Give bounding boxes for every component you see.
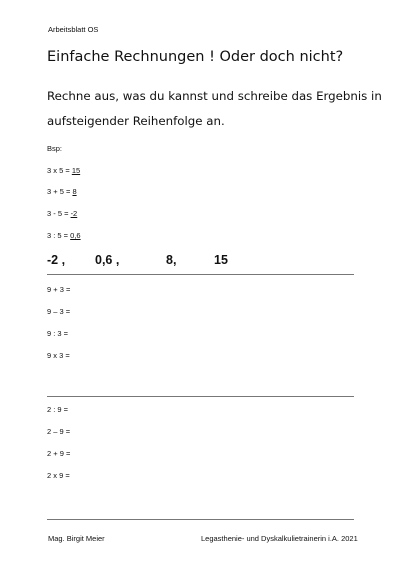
exercise-set1-item: 9 + 3 =	[47, 285, 71, 294]
example-answer: 0,6	[70, 231, 81, 240]
example-item	[47, 231, 81, 240]
divider	[47, 396, 354, 397]
footer-credentials: Legasthenie- und Dyskalkulietrainerin i.A. 2021	[201, 534, 358, 543]
example-answer: 8	[72, 187, 77, 196]
exercise-set1-item: 9 : 3 =	[47, 329, 69, 338]
example-item	[47, 187, 77, 196]
example-item	[47, 166, 80, 175]
instruction-line-1: Rechne aus, was du kannst und schreibe das Ergebnis in	[47, 89, 382, 103]
sorted-result-4: 15	[214, 253, 228, 267]
worksheet-header: Arbeitsblatt OS	[48, 25, 99, 34]
exercise-set2-item: 2 – 9 =	[47, 427, 71, 436]
sorted-result-2: 0,6 ,	[95, 253, 120, 267]
exercise-set2-item: 2 + 9 =	[47, 449, 71, 458]
example-item	[47, 209, 77, 218]
divider	[47, 274, 354, 275]
example-expression: 3 + 5 =	[47, 187, 73, 196]
sorted-result-1: -2 ,	[47, 253, 66, 267]
exercise-set2-item: 2 : 9 =	[47, 405, 69, 414]
example-expression: 3 x 5 =	[47, 166, 72, 175]
exercise-set1-item: 9 – 3 =	[47, 307, 71, 316]
example-answer: 15	[71, 166, 81, 175]
exercise-set1-item: 9 x 3 =	[47, 351, 70, 360]
example-expression: 3 - 5 =	[47, 209, 71, 218]
exercise-set2-item: 2 x 9 =	[47, 471, 70, 480]
worksheet-title: Einfache Rechnungen ! Oder doch nicht?	[47, 49, 344, 65]
instruction-line-2: aufsteigender Reihenfolge an.	[47, 114, 225, 128]
footer-divider	[47, 519, 354, 520]
example-expression: 3 : 5 =	[47, 231, 71, 240]
example-answer: -2	[70, 209, 78, 218]
sorted-result-3: 8,	[166, 253, 177, 267]
example-label: Bsp:	[47, 144, 63, 153]
footer-author: Mag. Birgit Meier	[48, 534, 105, 543]
